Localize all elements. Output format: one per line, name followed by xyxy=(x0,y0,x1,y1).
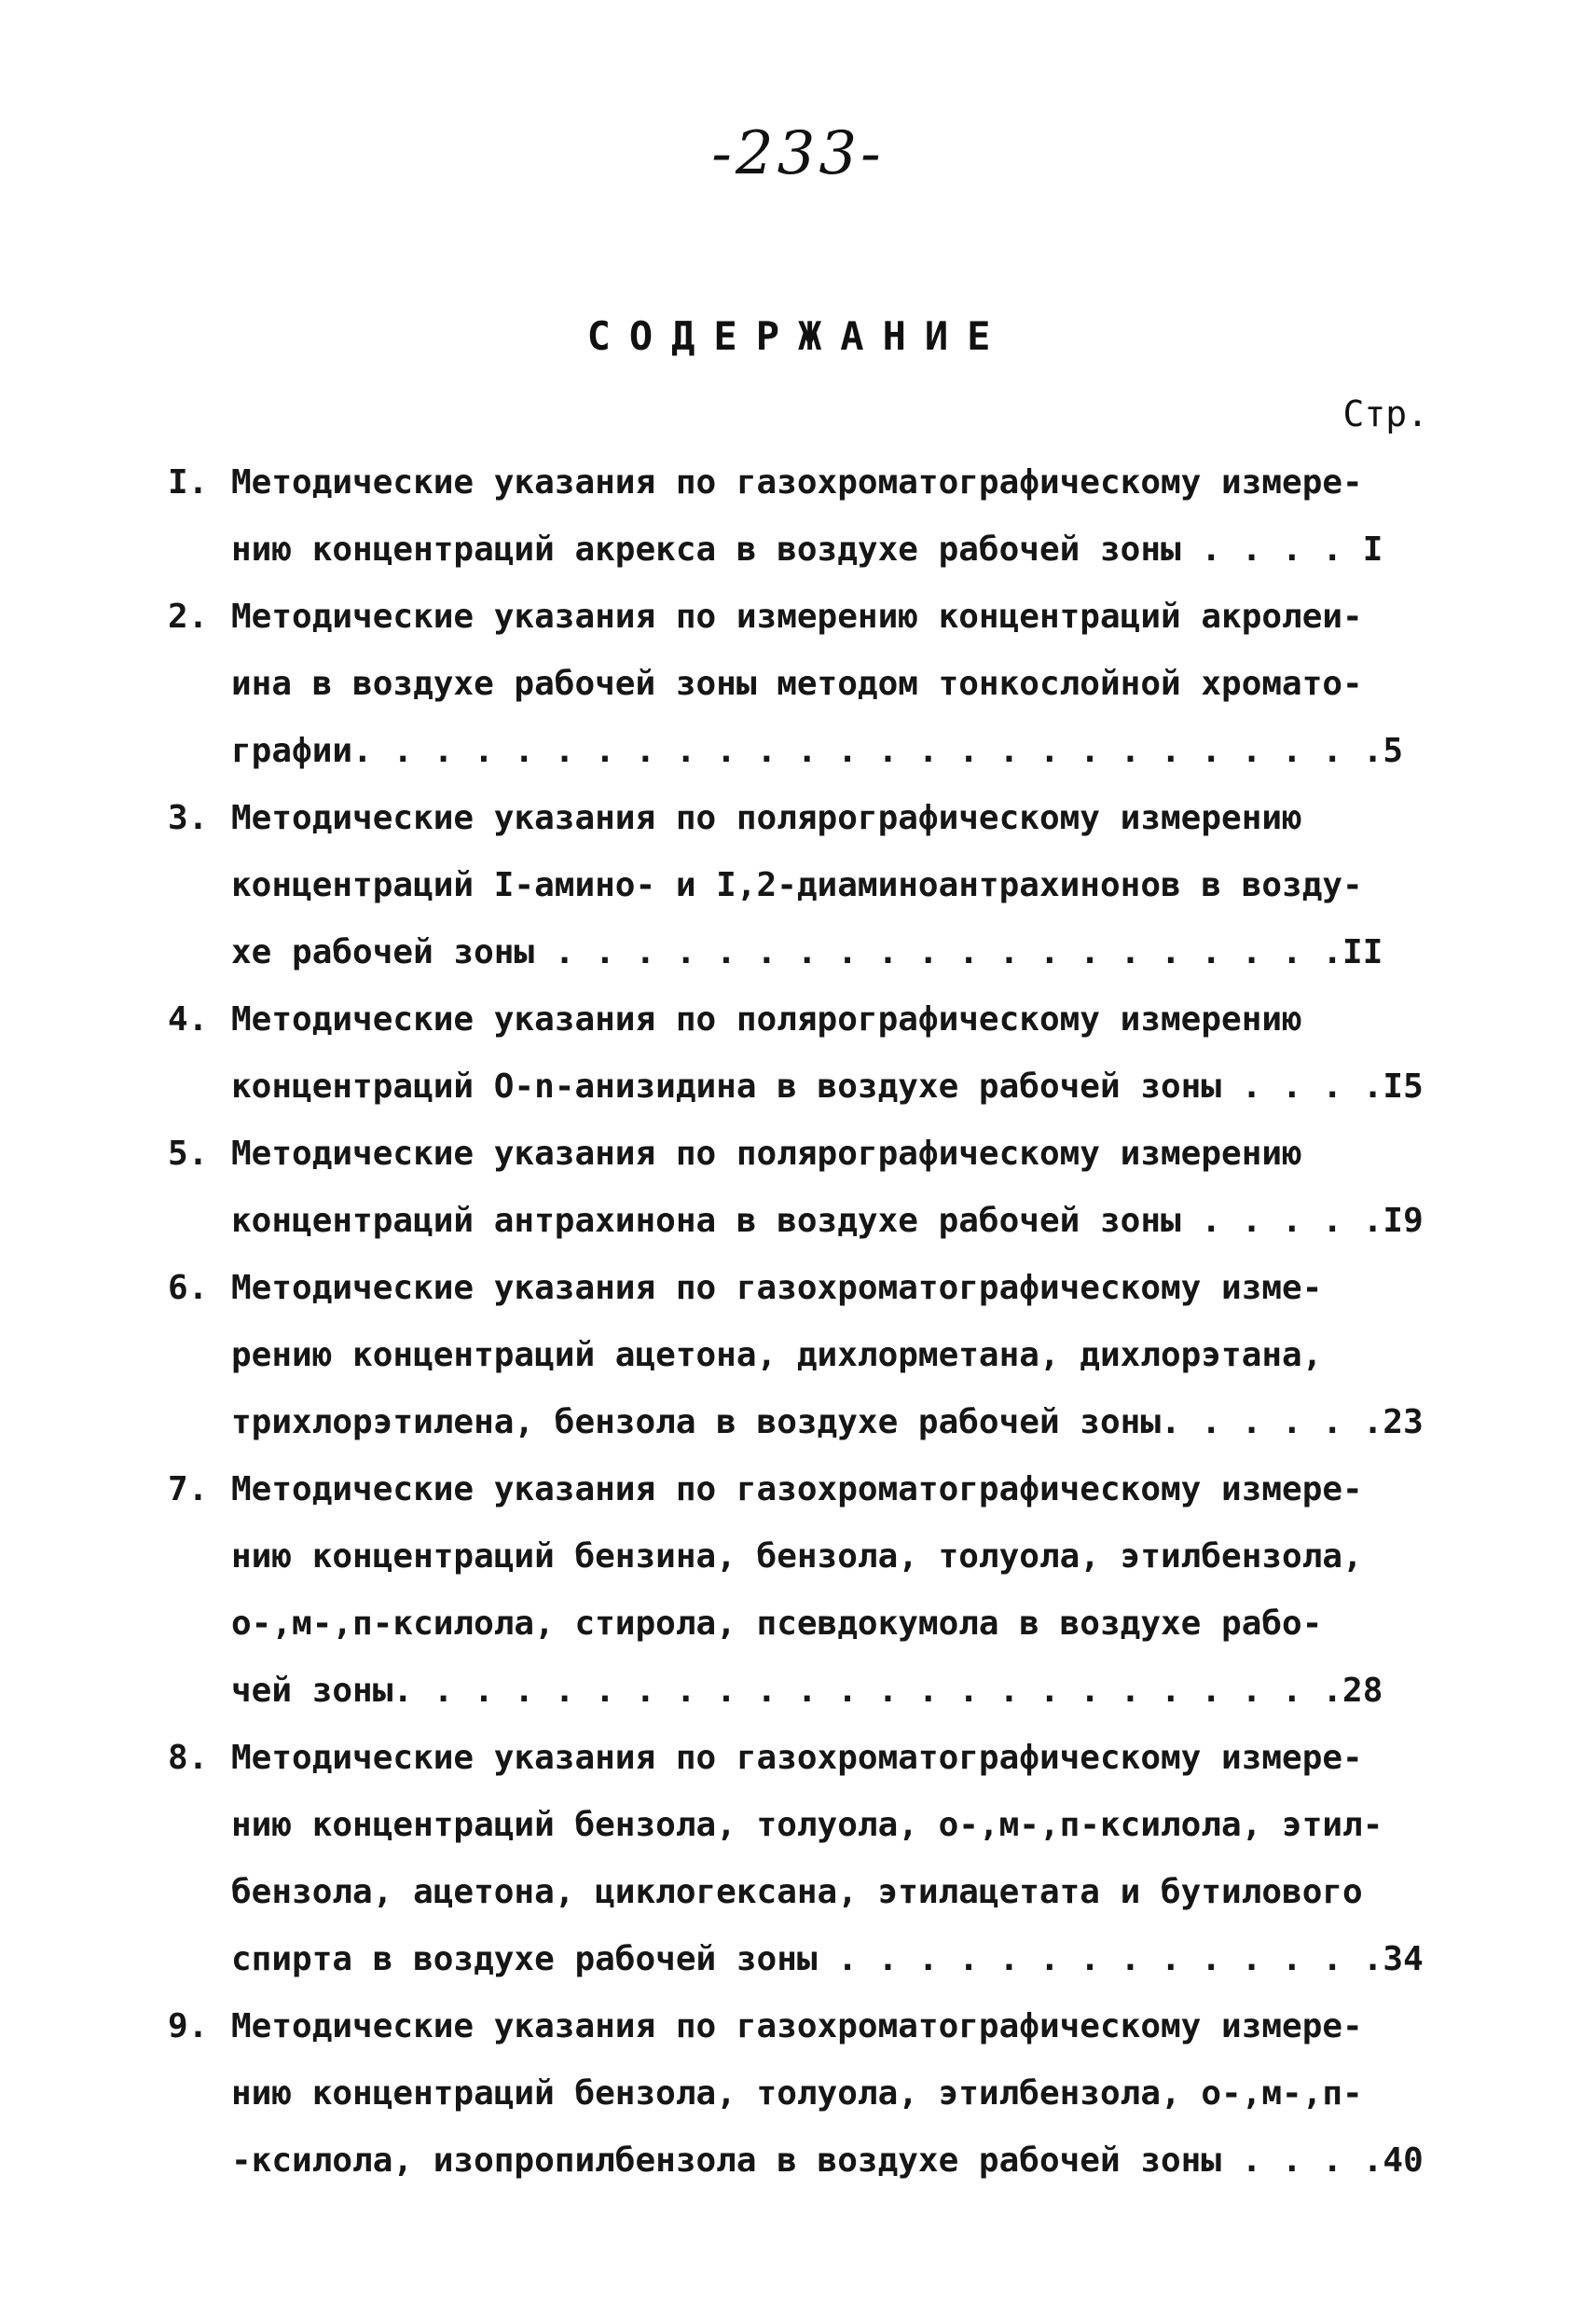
toc-entry-number: 7. xyxy=(168,1470,209,1508)
toc-entry-line: ина в воздухе рабочей зоны методом тонкослойной хромато- xyxy=(231,665,1363,703)
toc-entry-8[interactable] xyxy=(168,1725,1436,1993)
toc-entry-line: чей зоны. . . . . . . . . . . . . . . . . . . . . . . .28 xyxy=(231,1672,1383,1710)
toc-entry-line: бензола, ацетона, циклогексана, этилацетата и бутилового xyxy=(231,1873,1363,1911)
toc-entry-line: Методические указания по полярографическому измерению xyxy=(231,799,1302,837)
toc-entry-line: графии. . . . . . . . . . . . . . . . . . . . . . . . . .5 xyxy=(231,732,1404,770)
toc-entry-line: концентраций антрахинона в воздухе рабочей зоны . . . . .I9 xyxy=(231,1202,1424,1240)
toc-entry-line: трихлорэтилена, бензола в воздухе рабочей зоны. . . . . .23 xyxy=(231,1403,1424,1441)
toc-entry-number: I. xyxy=(168,463,209,502)
toc-entry-1[interactable] xyxy=(168,449,1436,584)
toc-entry-6[interactable] xyxy=(168,1255,1436,1456)
toc-entry-line: о-,м-,п-ксилола, стирола, псевдокумола в воздухе рабо- xyxy=(231,1604,1323,1643)
toc-entry-line: нию концентраций бензола, толуола, о-,м-,п-ксилола, этил- xyxy=(231,1806,1383,1844)
toc-entry-line: рению концентраций ацетона, дихлорметана, дихлорэтана, xyxy=(231,1336,1323,1374)
toc-entry-number: 5. xyxy=(168,1135,209,1173)
toc-entry-line: хе рабочей зоны . . . . . . . . . . . . . . . . . . . .II xyxy=(231,933,1383,971)
toc-entry-4[interactable] xyxy=(168,986,1436,1121)
toc-entry-line: нию концентраций бензола, толуола, этилбензола, о-,м-,п- xyxy=(231,2074,1363,2113)
toc-entry-number: 2. xyxy=(168,598,209,636)
toc-entry-2[interactable] xyxy=(168,584,1436,785)
toc-entry-line: Методические указания по измерению концентраций акролеи- xyxy=(231,598,1363,636)
toc-entry-number: 9. xyxy=(168,2007,209,2045)
toc-entry-line: спирта в воздухе рабочей зоны . . . . . . . . . . . . . .34 xyxy=(231,1940,1424,1978)
toc-entry-number: 4. xyxy=(168,1000,209,1039)
toc-entry-line: Методические указания по газохроматографическому измере- xyxy=(231,1739,1363,1777)
toc-entry-line: Методические указания по газохроматографическому измере- xyxy=(231,1470,1363,1508)
toc-entry-line: -ксилола, изопропилбензола в воздухе рабочей зоны . . . .40 xyxy=(231,2141,1424,2180)
page-title: СОДЕРЖАНИЕ xyxy=(586,313,1010,359)
toc-entry-7[interactable] xyxy=(168,1456,1436,1725)
toc-entry-9[interactable] xyxy=(168,1993,1436,2195)
toc-entry-3[interactable] xyxy=(168,785,1436,986)
toc-entry-line: концентраций I-амино- и I,2-диаминоантрахинонов в возду- xyxy=(231,866,1363,904)
table-of-contents xyxy=(168,449,1436,2195)
toc-entry-5[interactable] xyxy=(168,1121,1436,1255)
toc-entry-line: нию концентраций акрекса в воздухе рабочей зоны . . . . I xyxy=(231,530,1383,569)
toc-entry-number: 8. xyxy=(168,1739,209,1777)
toc-entry-number: 6. xyxy=(168,1269,209,1307)
toc-entry-line: Методические указания по полярографическому измерению xyxy=(231,1135,1302,1173)
toc-entry-line: Методические указания по полярографическому измерению xyxy=(231,1000,1302,1039)
toc-entry-line: нию концентраций бензина, бензола, толуола, этилбензола, xyxy=(231,1537,1363,1576)
page-number: -233- xyxy=(711,119,885,188)
toc-entry-line: концентраций О-n-анизидина в воздухе рабочей зоны . . . .I5 xyxy=(231,1067,1424,1106)
toc-entry-line: Методические указания по газохроматографическому изме- xyxy=(231,1269,1323,1307)
page-column-label: Стр. xyxy=(1342,393,1428,434)
toc-entry-line: Методические указания по газохроматографическому измере- xyxy=(231,463,1363,502)
toc-entry-number: 3. xyxy=(168,799,209,837)
toc-entry-line: Методические указания по газохроматографическому измере- xyxy=(231,2007,1363,2045)
